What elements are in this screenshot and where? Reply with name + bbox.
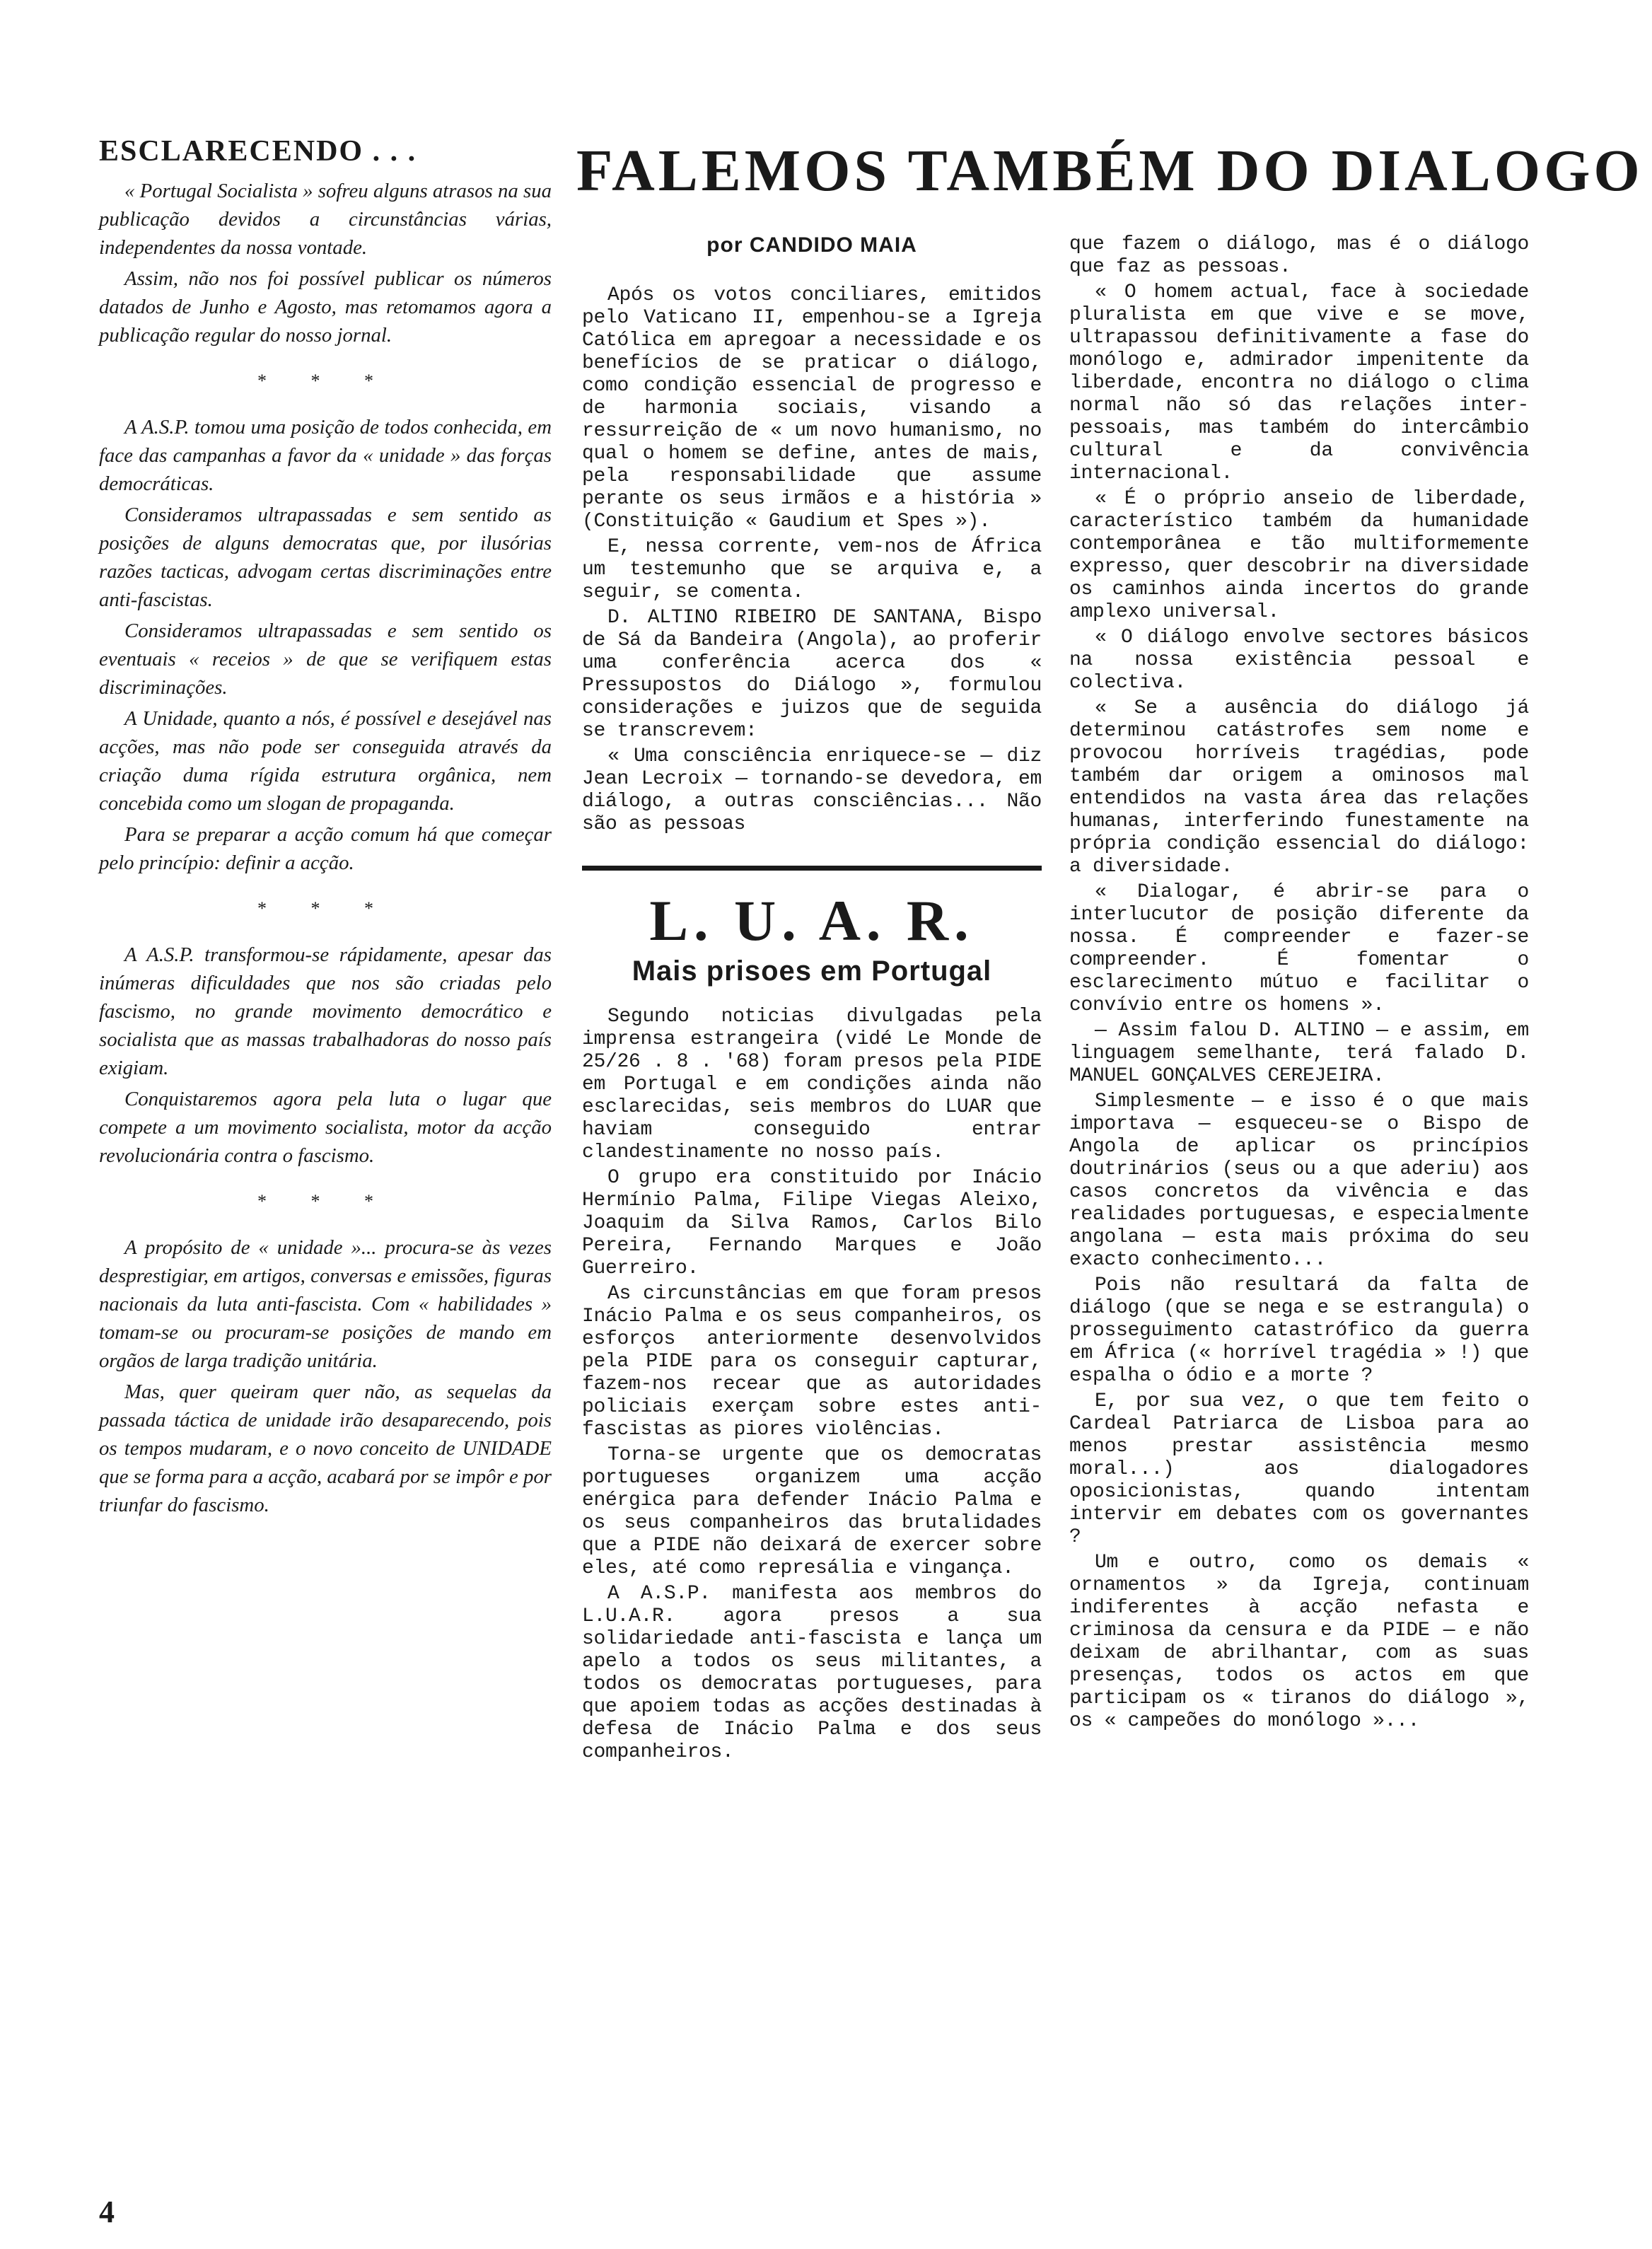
section-separator: * * * — [257, 371, 393, 391]
article-paragraph: Pois não resultará da falta de diálogo (que se nega e se estrangula) o prosseguimento catastrófico da guerra em África (« horrível tragédia » !) que espalha o ódio e a morte ? — [1069, 1274, 1529, 1387]
article-paragraph: D. ALTINO RIBEIRO DE SANTANA, Bispo de Sá da Bandeira (Angola), ao proferir uma conferência acerca dos « Pressupostos do Diálogo », formulou considerações e juizos que de seguida se transcrevem: — [582, 607, 1042, 742]
luar-paragraph: Torna-se urgente que os democratas portugueses organizem uma acção enérgica para defender Inácio Palma e os seus companheiros das brutalidades que a PIDE não deixará de exercer sobre eles, até como represália e vingança. — [582, 1444, 1042, 1579]
left-paragraph: Para se preparar a acção comum há que começar pelo princípio: definir a acção. — [99, 823, 552, 874]
middle-column — [582, 233, 1042, 1767]
section-separator: * * * — [257, 898, 393, 919]
luar-paragraph: A A.S.P. manifesta aos membros do L.U.A.R. agora presos a sua solidariedade anti-fascista e lança um apelo a todos os seus militantes, a todos os democratas portugueses, para que apoiem todas as acções destinadas à defesa de Inácio Palma e dos seus companheiros. — [582, 1583, 1042, 1763]
section-divider — [582, 866, 1042, 871]
article-byline: por CANDIDO MAIA — [706, 233, 917, 257]
main-article-title: FALEMOS TAMBÉM DO DIALOGO — [576, 138, 1644, 204]
section-separator: * * * — [257, 1191, 393, 1211]
article-paragraph: Simplesmente — e isso é o que mais importava — esqueceu-se o Bispo de Angola de aplicar os princípios doutrinários (seus ou a que aderiu) aos casos concretos da vivência e das realidades portuguesas, e especialmente angolana — esta mais próxima do seu exacto conhecimento... — [1069, 1091, 1529, 1271]
article-paragraph: « O homem actual, face à sociedade pluralista em que vive e se move, ultrapassou definitivamente a fase do monólogo e, admirador impenitente da liberdade, encontra no diálogo o clima normal não só das relações inter-pessoais, mas também do intercâmbio cultural e da convivência internacional. — [1069, 281, 1529, 484]
article-paragraph: « É o próprio anseio de liberdade, característico também da humanidade contemporânea e tão multiformemente expresso, quer descobrir na diversidade os caminhos ainda incertos do grande amplexo universal. — [1069, 488, 1529, 623]
left-paragraph: A propósito de « unidade »... procura-se às vezes desprestigiar, em artigos, conversas e emissões, figuras nacionais da luta anti-fascista. Com « habilidades » tomam-se ou procuram-se posições de mando em orgãos de larga tradição unitária. — [99, 1236, 552, 1372]
article-paragraph: « O diálogo envolve sectores básicos na nossa existência pessoal e colectiva. — [1069, 627, 1529, 694]
left-paragraph: « Portugal Socialista » sofreu alguns atrasos na sua publicação devidos a circunstâncias várias, independentes da nossa vontade. — [99, 180, 552, 259]
article-paragraph: « Dialogar, é abrir-se para o interlucutor de posição diferente da nossa. É compreender e fazer-se compreender. É fomentar o esclarecimento mútuo e facilitar o convívio entre os homens ». — [1069, 881, 1529, 1016]
left-paragraph: A A.S.P. transformou-se rápidamente, apesar das inúmeras dificuldades que nos são criadas pelo fascismo, no grande movimento democrático e socialista que as massas trabalhadoras do nosso país exigiam. — [99, 943, 552, 1079]
article-paragraph: — Assim falou D. ALTINO — e assim, em linguagem semelhante, terá falado D. MANUEL GONÇALVES CEREJEIRA. — [1069, 1020, 1529, 1087]
luar-paragraph: As circunstâncias em que foram presos Inácio Palma e os seus companheiros, os esforços anteriormente desenvolvidos pela PIDE para os conseguir capturar, fazem-nos recear que as autoridades policiais exerçam sobre estes anti-fascistas as piores violências. — [582, 1283, 1042, 1441]
luar-paragraph: Segundo noticias divulgadas pela imprensa estrangeira (vidé Le Monde de 25/26 . 8 . '68) foram presos pela PIDE em Portugal e em condições ainda não esclarecidas, seis membros do LUAR que haviam conseguido entrar clandestinamente no nosso país. — [582, 1006, 1042, 1163]
article-paragraph: que fazem o diálogo, mas é o diálogo que faz as pessoas. — [1069, 233, 1529, 278]
article-paragraph: « Uma consciência enriquece-se — diz Jean Lecroix — tornando-se devedora, em diálogo, a outras consciências... Não são as pessoas — [582, 745, 1042, 835]
article-paragraph: « Se a ausência do diálogo já determinou catástrofes sem nome e provocou horríveis tragédias, pode também dar origem a ominosos mal entendidos na vasta área das relações humanas, interferindo funestamente na própria condição essencial do diálogo: a diversidade. — [1069, 697, 1529, 878]
article-paragraph: Após os votos conciliares, emitidos pelo Vaticano II, empenhou-se a Igreja Católica em apregoar a necessidade e os benefícios de se praticar o diálogo, como condição essencial de progresso e de harmonia sociais, visando a ressurreição de « um novo humanismo, no qual o homem se define, antes de mais, pela responsabilidade que assume perante os seus irmãos e a história » (Constituição « Gaudium et Spes »). — [582, 284, 1042, 533]
luar-paragraph: O grupo era constituido por Inácio Hermínio Palma, Filipe Viegas Aleixo, Joaquim da Silva Ramos, Carlos Bilo Pereira, Fernando Marques e João Guerreiro. — [582, 1167, 1042, 1279]
left-paragraph: Consideramos ultrapassadas e sem sentido as posições de alguns democratas que, por ilusórias razões tacticas, advogam certas discriminações entre anti-fascistas. — [99, 504, 552, 611]
left-paragraph: Conquistaremos agora pela luta o lugar que compete a um movimento socialista, motor da acção revolucionária contra o fascismo. — [99, 1088, 552, 1167]
left-column — [99, 134, 552, 1522]
left-paragraph: Consideramos ultrapassadas e sem sentido os eventuais « receios » de que se verifiquem estas discriminações. — [99, 620, 552, 699]
right-column — [1069, 233, 1529, 1736]
left-paragraph: Assim, não nos foi possível publicar os números datados de Junho e Agosto, mas retomamos agora a publicação regular do nosso jornal. — [99, 267, 552, 347]
article-paragraph: Um e outro, como os demais « ornamentos » da Igreja, continuam indiferentes à acção nefasta e criminosa da censura e da PIDE — e não deixam de abrilhantar, com as suas presenças, todos os actos em que participam os « tiranos do diálogo », os « campeões do monólogo »... — [1069, 1552, 1529, 1732]
left-paragraph: A A.S.P. tomou uma posição de todos conhecida, em face das campanhas a favor da « unidade » das forças democráticas. — [99, 416, 552, 495]
article-paragraph: E, por sua vez, o que tem feito o Cardeal Patriarca de Lisboa para ao menos prestar assistência mesmo moral...) aos dialogadores oposicionistas, quando intentam intervir em debates com os governantes ? — [1069, 1390, 1529, 1548]
luar-article-subtitle: Mais prisoes em Portugal — [632, 955, 992, 987]
article-paragraph: E, nessa corrente, vem-nos de África um testemunho que se arquiva e, a seguir, se comenta. — [582, 536, 1042, 603]
section-heading-esclarecendo: ESCLARECENDO . . . — [99, 135, 417, 168]
luar-article-title: L. U. A. R. — [649, 888, 975, 953]
left-paragraph: A Unidade, quanto a nós, é possível e desejável nas acções, mas não pode ser conseguida através da criação duma rígida estrutura orgânica, nem concebida como um slogan de propaganda. — [99, 707, 552, 815]
left-paragraph: Mas, quer queiram quer não, as sequelas da passada táctica de unidade irão desaparecendo, pois os tempos mudaram, e o novo conceito de UNIDADE que se forma para a acção, acabará por se impôr e por triunfar do fascismo. — [99, 1381, 552, 1516]
page-number: 4 — [99, 2195, 115, 2229]
